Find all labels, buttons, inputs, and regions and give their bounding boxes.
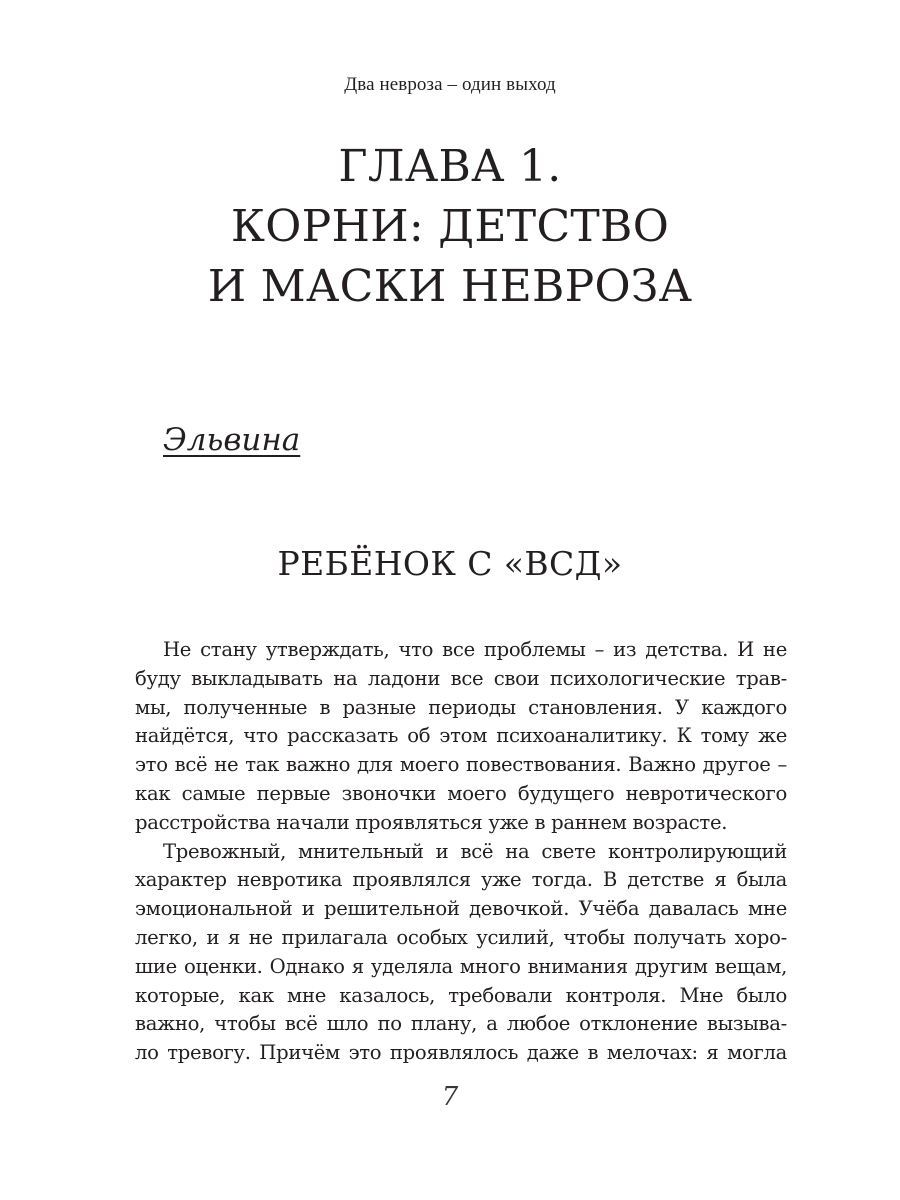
body-text xyxy=(135,636,787,1068)
body-line: легко, и я не прилагала особых усилий, чтобы получать хоро- xyxy=(135,925,787,949)
body-line: ло тревогу. Причём это проявлялось даже в мелочах: я могла xyxy=(135,1041,787,1065)
chapter-title-line: КОРНИ: ДЕТСТВО xyxy=(230,201,670,252)
body-line: буду выкладывать на ладони все свои психологические трав- xyxy=(135,666,787,690)
body-line: эмоциональной и решительной девочкой. Учёба давалась мне xyxy=(135,897,787,921)
body-line: характер невротика проявлялся уже тогда. В детстве я была xyxy=(135,868,787,892)
chapter-title xyxy=(0,137,900,317)
body-line: это всё не так важно для моего повествования. Важно другое – xyxy=(135,753,787,777)
body-line: расстройства начали проявляться уже в раннем возрасте. xyxy=(135,810,728,834)
body-line: важно, чтобы всё шло по плану, а любое отклонение вызыва- xyxy=(135,1012,787,1036)
chapter-title-line: ГЛАВА 1. xyxy=(338,141,562,192)
body-line: Не стану утверждать, что все проблемы – из детства. И не xyxy=(163,638,787,661)
body-line: как самые первые звоночки моего будущего невротического xyxy=(135,781,787,805)
running-head: Два невроза – один выход xyxy=(344,74,556,95)
body-line: шие оценки. Однако я уделяла много внимания другим вещам, xyxy=(135,954,787,978)
body-line: которые, как мне казалось, требовали контроля. Мне было xyxy=(135,983,787,1007)
section-title: РЕБЁНОК С «ВСД» xyxy=(277,544,623,583)
page-number: 7 xyxy=(441,1082,459,1112)
body-line: найдётся, что рассказать об этом психоаналитику. К тому же xyxy=(135,724,787,748)
body-line: мы, полученные в разные периоды становления. У каждого xyxy=(135,695,787,719)
section-author: Эльвина xyxy=(163,422,301,458)
body-line: Тревожный, мнительный и всё на свете контролирующий xyxy=(163,839,787,863)
chapter-title-line: И МАСКИ НЕВРОЗА xyxy=(207,261,693,312)
